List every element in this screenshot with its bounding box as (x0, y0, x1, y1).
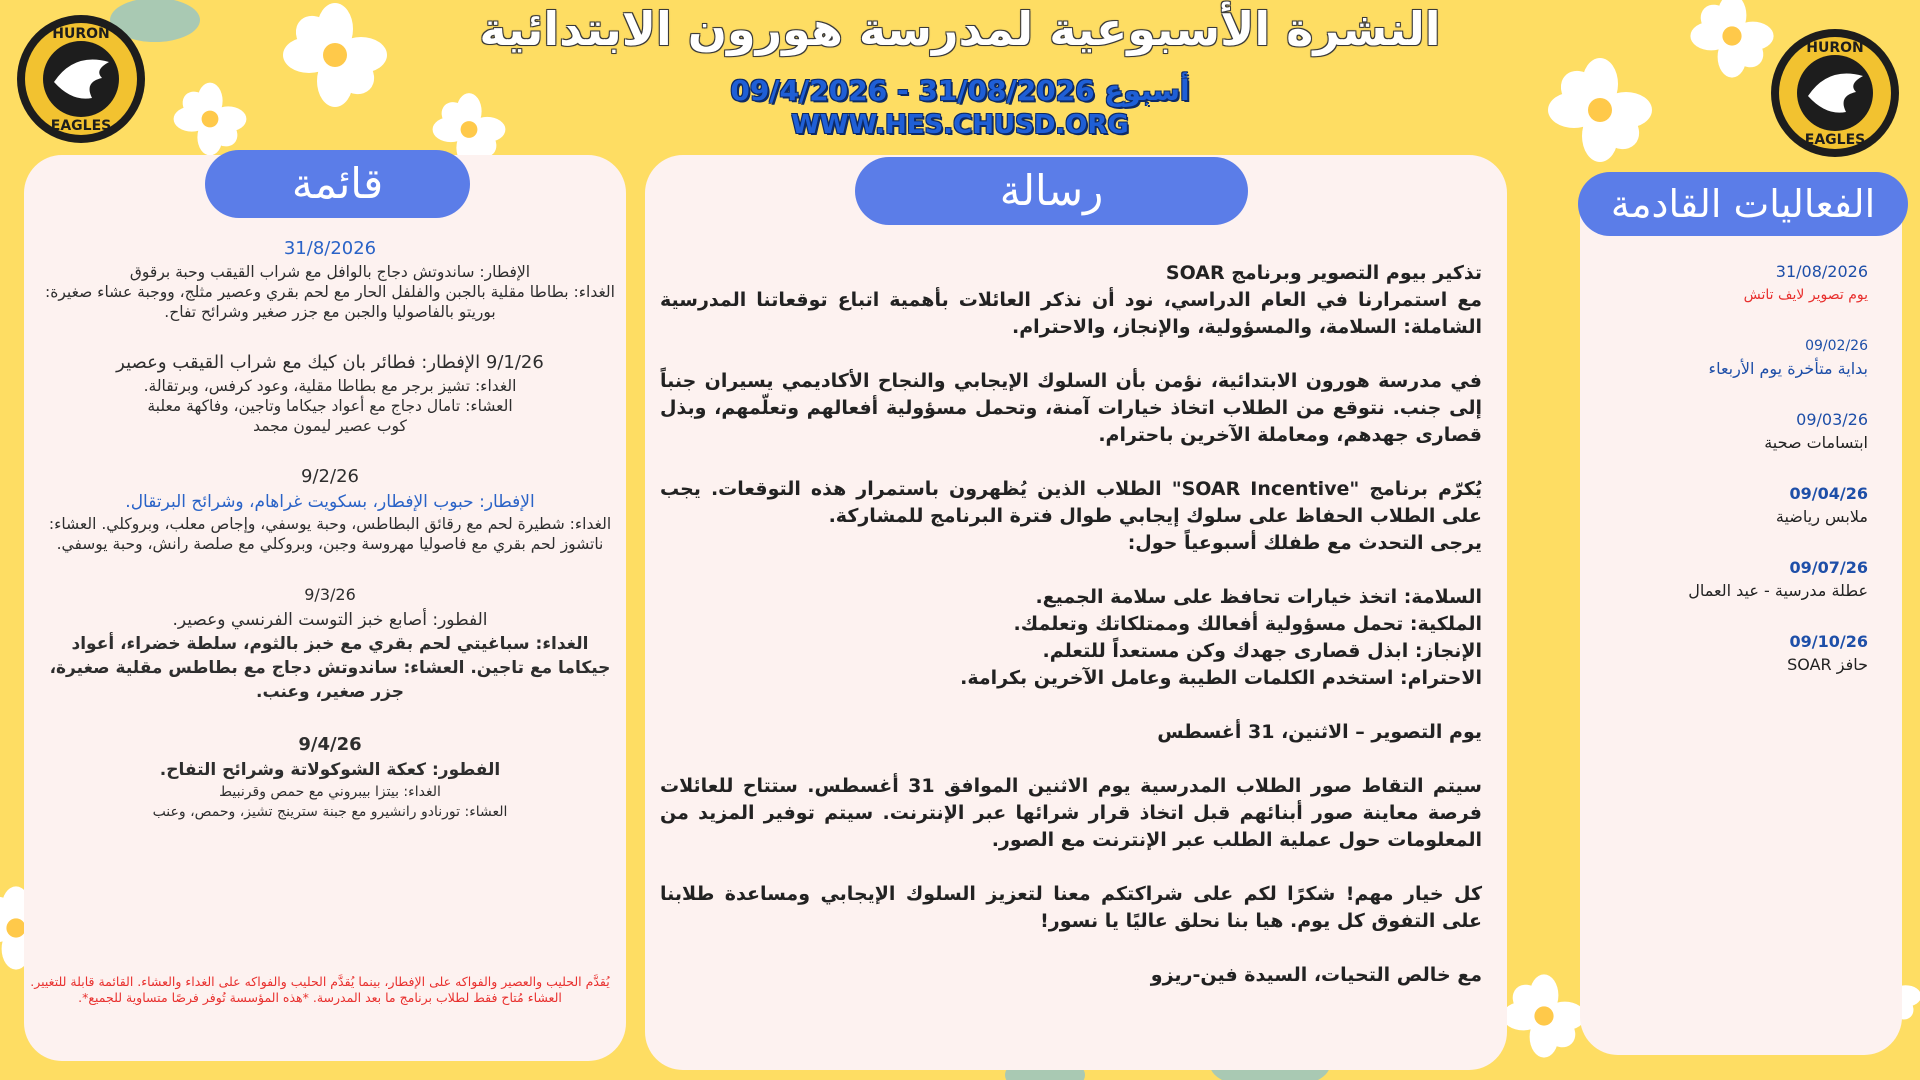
menu-line: الغداء: بيتزا بيبروني مع حمص وقرنبيط (219, 784, 441, 800)
menu-date: 9/3/26 (304, 585, 356, 604)
message-heading: رسالة (855, 157, 1248, 225)
event-item (1600, 336, 1868, 382)
svg-text:EAGLES: EAGLES (1804, 132, 1866, 148)
menu-day (44, 582, 616, 704)
soar-item: الإنجاز: ابذل قصارى جهدك وكن مستعداً للتعلم. (1042, 640, 1482, 662)
event-date: 09/02/26 (1805, 338, 1868, 354)
menu-heading: قائمة (205, 150, 470, 218)
message-signature: مع خالص التحيات، السيدة فين-ريزو (1150, 964, 1482, 986)
menu-line: الغداء: بطاطا مقلية بالجبن والفلفل الحار مع لحم بقري وعصير مثلج، ووجبة عشاء صغيرة: بوريتو بالفاصوليا والجبن مع جزر صغير وشرائح تفاح. (45, 283, 615, 321)
message-paragraph: يرجى التحدث مع طفلك أسبوعياً حول: (1127, 532, 1482, 554)
event-name: يوم تصوير لايف تاتش (1743, 287, 1868, 303)
events-list (1600, 262, 1868, 706)
message-body (660, 260, 1482, 1016)
menu-line: الإفطار: ساندوتش دجاج بالوافل مع شراب القيقب وحبة برقوق (129, 263, 531, 281)
event-name: حافز SOAR (1787, 655, 1868, 674)
menu-day (44, 236, 616, 322)
event-item (1600, 410, 1868, 456)
menu-day (44, 350, 616, 436)
soar-item: الملكية: تحمل مسؤولية أفعالك وممتلكاتك وتعلمك. (1013, 613, 1482, 635)
message-paragraph: كل خيار مهم! شكرًا لكم على شراكتكم معنا لتعزيز السلوك الإيجابي ومساعدة طلابنا على التفوق كل يوم. هيا بنا نحلق عاليًا يا نسور! (660, 883, 1482, 932)
svg-text:HURON: HURON (52, 26, 110, 42)
svg-text:HURON: HURON (1806, 40, 1864, 56)
event-name: ابتسامات صحية (1764, 433, 1868, 452)
event-date: 31/08/2026 (1775, 262, 1868, 281)
menu-date: 9/4/26 (298, 734, 362, 755)
menu-day (44, 464, 616, 554)
menu-line: الغداء: تشيز برجر مع بطاطا مقلية، وعود كرفس، وبرتقالة. (143, 377, 517, 395)
event-item (1600, 558, 1868, 604)
message-paragraph: يُكرّم برنامج "SOAR Incentive" الطلاب الذين يُظهرون باستمرار هذه التوقعات. يجب على الطلاب الحفاظ على سلوك إيجابي طوال فترة البرنامج للمشاركة. (660, 478, 1482, 527)
menu-line: الإفطار: حبوب الإفطار، بسكويت غراهام، وشرائح البرتقال. (125, 492, 535, 512)
event-item (1600, 262, 1868, 308)
school-website-link[interactable]: WWW.HES.CHUSD.ORG (791, 110, 1129, 140)
newsletter-title: النشرة الأسبوعية لمدرسة هورون الابتدائية (479, 2, 1441, 56)
event-name: ملابس رياضية (1775, 507, 1868, 526)
menu-line: العشاء: تامال دجاج مع أعواد جيكاما وتاجين، وفاكهة معلبة (147, 397, 513, 415)
event-date: 09/04/26 (1789, 484, 1868, 503)
menu-disclaimer: يُقدَّم الحليب والعصير والفواكه على الإفطار، بينما يُقدَّم الحليب والفواكه على الغداء والعشاء. القائمة قابلة للتغيير. العشاء مُتاح فقط لطلاب برنامج ما بعد المدرسة. *هذه المؤسسة تُوفر فرصًا متساوية للجميع*. (30, 974, 610, 1005)
menu-line: العشاء: تورنادو رانشيرو مع جبنة سترينج تشيز، وحمص، وعنب (152, 804, 508, 820)
event-name: عطلة مدرسية - عيد العمال (1688, 581, 1868, 600)
menu-line: الفطور: أصابع خبز التوست الفرنسي وعصير. (172, 610, 488, 630)
message-subheading: تذكير بيوم التصوير وبرنامج SOAR (1165, 262, 1482, 284)
menu-line: الغداء: شطيرة لحم مع رقائق البطاطس، وحبة يوسفي، وإجاص معلب، وبروكلي. العشاء: ناتشوز لحم بقري مع فاصوليا مهروسة وجبن، وبروكلي مع صلصة رانش، وحبة يوسفي. (48, 515, 612, 553)
soar-item: السلامة: اتخذ خيارات تحافظ على سلامة الجميع. (1035, 586, 1482, 608)
week-range: أسبوع 31/08/2026 - 09/4/2026 (730, 74, 1190, 107)
svg-text:EAGLES: EAGLES (50, 118, 112, 134)
event-date: 09/03/26 (1796, 410, 1868, 429)
event-date: 09/10/26 (1789, 632, 1868, 651)
soar-item: الاحترام: استخدم الكلمات الطيبة وعامل الآخرين بكرامة. (960, 667, 1482, 689)
menu-line: الغداء: سباغيتي لحم بقري مع خبز بالثوم، سلطة خضراء، أعواد جيكاما مع تاجين. العشاء: ساندوتش دجاج مع بطاطس مقلية صغيرة، جزر صغير، وعنب. (49, 634, 611, 702)
message-paragraph: سيتم التقاط صور الطلاب المدرسية يوم الاثنين الموافق 31 أغسطس. ستتاح للعائلات فرصة معاينة صور أبنائهم قبل اتخاذ قرار شرائها عبر الإنترنت. سيتم توفير المزيد من المعلومات حول عملية الطلب عبر الإنترنت مع الصور. (660, 775, 1482, 851)
menu-day (44, 732, 616, 822)
menu-line: كوب عصير ليمون مجمد (253, 417, 407, 435)
menu-date: 9/2/26 (301, 466, 359, 487)
menu-list (44, 236, 616, 850)
event-item (1600, 632, 1868, 678)
menu-date: 31/8/2026 (283, 238, 377, 259)
message-paragraph: مع استمرارنا في العام الدراسي، نود أن نذكر العائلات بأهمية اتباع توقعاتنا المدرسية الشاملة: السلامة، والمسؤولية، والإنجاز، والاحترام. (660, 289, 1482, 338)
message-subheading: يوم التصوير – الاثنين، 31 أغسطس (1157, 721, 1482, 743)
message-paragraph: في مدرسة هورون الابتدائية، نؤمن بأن السلوك الإيجابي والنجاح الأكاديمي يسيران جنباً إلى جنب. نتوقع من الطلاب اتخاذ خيارات آمنة، وتحمل مسؤولية أفعالهم وتعلّمهم، وبذل قصارى جهدهم، ومعاملة الآخرين باحترام. (660, 370, 1482, 446)
event-item (1600, 484, 1868, 530)
event-name: بداية متأخرة يوم الأربعاء (1708, 359, 1868, 378)
event-date: 09/07/26 (1789, 558, 1868, 577)
menu-date: 9/1/26 الإفطار: فطائر بان كيك مع شراب القيقب وعصير (116, 352, 544, 373)
menu-line: الفطور: كعكة الشوكولاتة وشرائح التفاح. (159, 760, 501, 780)
events-heading: الفعاليات القادمة (1578, 172, 1908, 236)
